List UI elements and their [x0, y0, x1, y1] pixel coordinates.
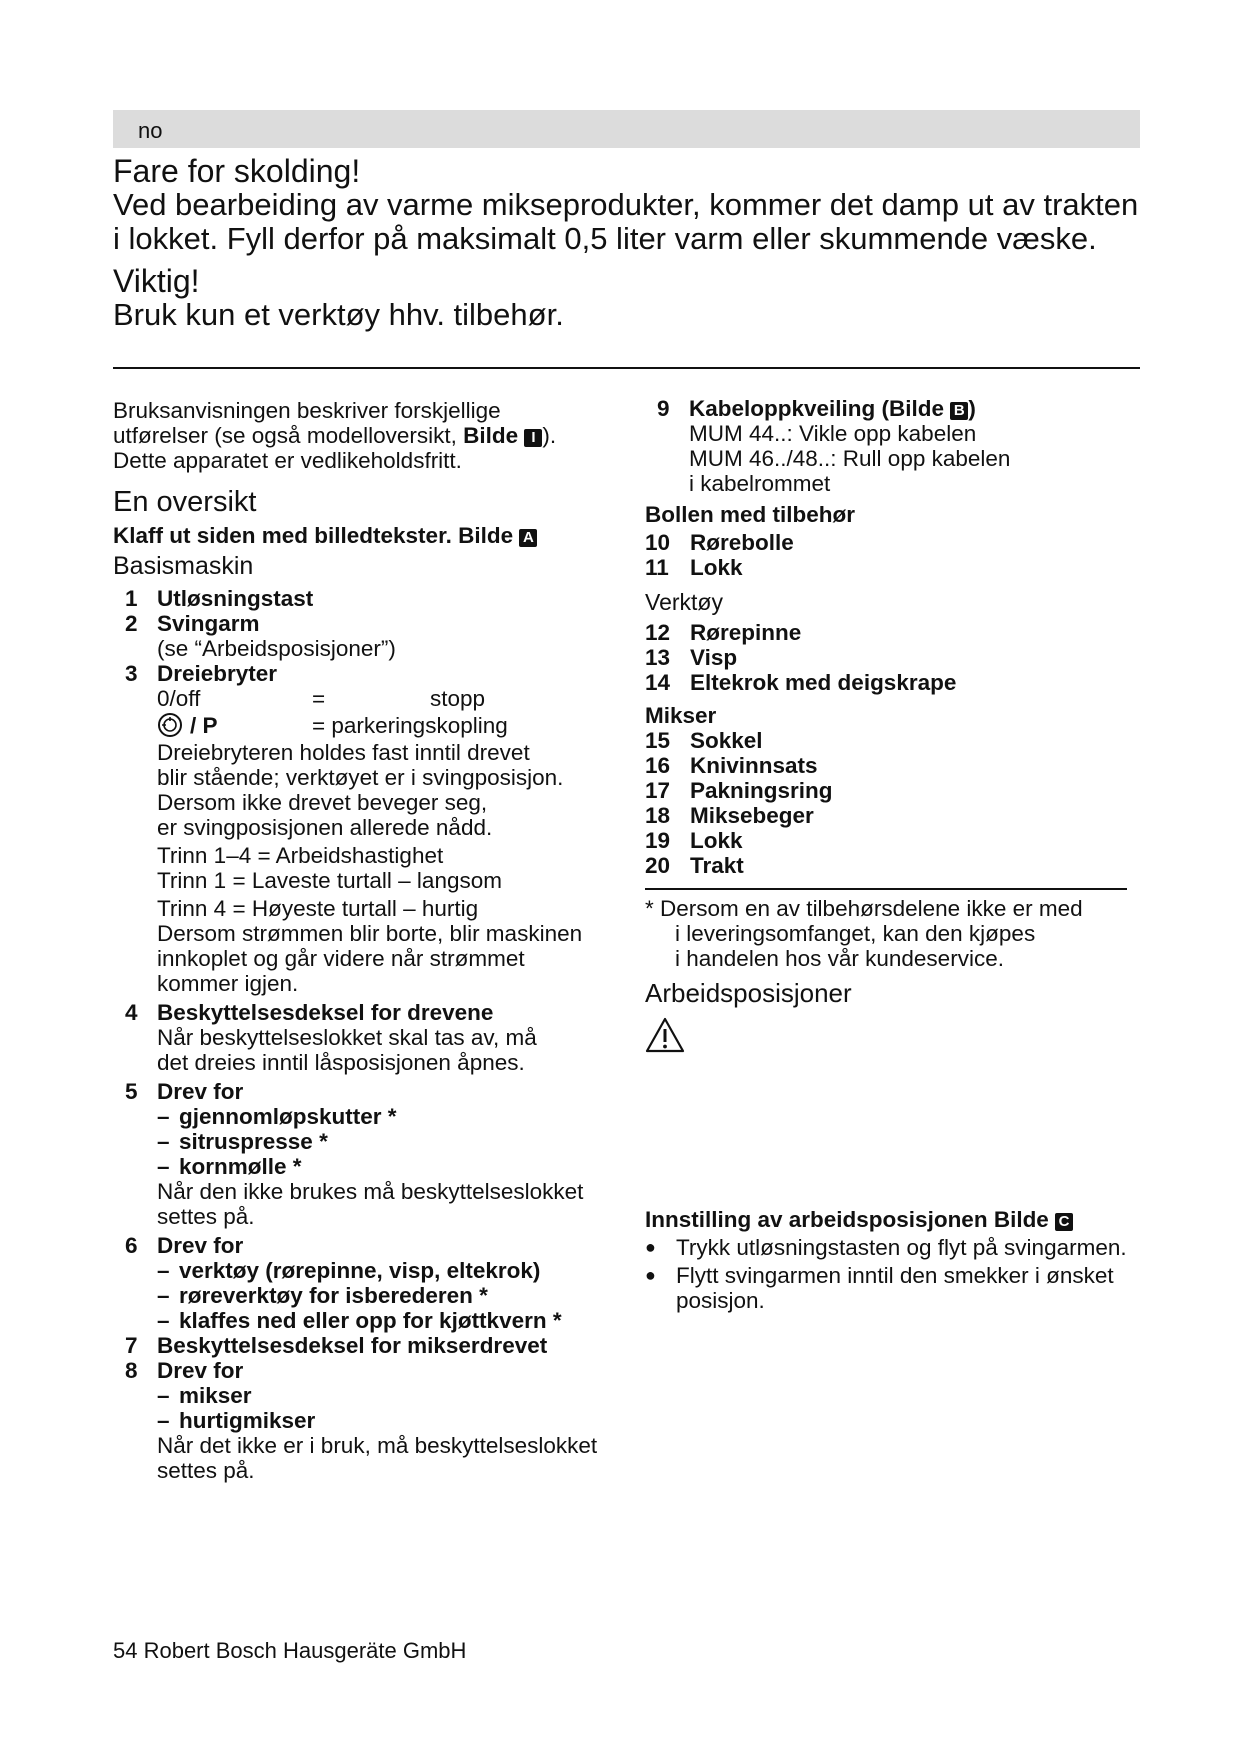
tools-title: Verktøy: [645, 589, 723, 615]
switch-row-p: / P = parkeringskopling: [157, 713, 633, 740]
bullet-item: ● Trykk utløsningstasten og flyt på svingarmen.: [645, 1235, 1140, 1260]
intro-line: Bruksanvisningen beskriver forskjellige: [113, 398, 501, 423]
list-item: 18 Miksebeger: [645, 803, 814, 828]
list-item: 17 Pakningsring: [645, 778, 833, 803]
figure-box-a: A: [519, 529, 537, 547]
list-item: 14 Eltekrok med deigskrape: [645, 670, 957, 695]
bowl-title: Bollen med tilbehør: [645, 502, 856, 527]
figure-box-i: I: [524, 429, 542, 447]
warning-text: Ved bearbeiding av varme mikseprodukter, kommer det damp ut av trakten i lokket. Fyll derfor på maksimalt 0,5 liter varm eller skummende væske.: [113, 187, 1139, 256]
warning-title: Fare for skolding!: [113, 153, 361, 189]
language-code: no: [138, 118, 163, 143]
intro-line: utførelser (se også modelloversikt, Bilde I ).: [113, 423, 557, 448]
footnote: * Dersom en av tilbehørsdelene ikke er med i leveringsomfanget, kan den kjøpes i handelen hos vår kundeservice.: [645, 896, 1083, 971]
list-item: 20 Trakt: [645, 853, 744, 878]
switch-row-off: 0/off = stopp: [157, 686, 486, 711]
list-item: 5 Drev for – gjennomløpskutter * – sitruspresse * – kornmølle * Når den ikke brukes må beskyttelseslokket settes på.: [113, 1079, 633, 1229]
list-item: 4 Beskyttelsesdeksel for drevene Når beskyttelseslokket skal tas av, må det dreies inntil låsposisjonen åpnes.: [125, 1000, 537, 1075]
list-item: 10 Rørebolle: [645, 530, 794, 555]
list-item: 2 Svingarm (se “Arbeidsposisjoner”): [125, 611, 396, 661]
list-item: 19 Lokk: [645, 828, 743, 853]
list-item: 11 Lokk: [645, 555, 743, 580]
mixer-title: Mikser: [645, 703, 717, 728]
figure-box-b: B: [950, 402, 968, 420]
divider: [113, 367, 1140, 369]
pulse-icon: [157, 712, 183, 743]
warning-triangle-icon: [645, 1017, 1140, 1207]
language-header-band: [113, 110, 1140, 148]
list-item: 13 Visp: [645, 645, 738, 670]
bullet-item: ● Flytt svingarmen inntil den smekker i ønsket posisjon.: [645, 1263, 1140, 1313]
section-title: En oversikt: [113, 486, 257, 518]
page-footer: 54 Robert Bosch Hausgeräte GmbH: [113, 1638, 467, 1663]
list-item: 16 Knivinnsats: [645, 753, 818, 778]
list-item: 8 Drev for – mikser – hurtigmikser Når det ikke er i bruk, må beskyttelseslokket settes på.: [113, 1358, 633, 1483]
work-positions-title: Arbeidsposisjoner: [645, 978, 852, 1008]
setting-title: Innstilling av arbeidsposisjonen Bilde C: [645, 1207, 1140, 1232]
warning-block: [113, 154, 1143, 332]
list-item: 12 Rørepinne: [645, 620, 802, 645]
figure-box-c: C: [1055, 1213, 1073, 1231]
left-column: [113, 398, 633, 1483]
intro-line: Dette apparatet er vedlikeholdsfritt.: [113, 448, 462, 473]
important-title: Viktig!: [113, 263, 200, 299]
list-item: 15 Sokkel: [645, 728, 763, 753]
overview-subtitle: Klaff ut siden med billedtekster. Bilde A: [113, 523, 633, 548]
list-item: 1 Utløsningstast: [125, 586, 314, 611]
list-item: 6 Drev for – verktøy (rørepinne, visp, eltekrok) – røreverktøy for isberederen * – klaffes ned eller opp for kjøttkvern *: [113, 1233, 633, 1333]
list-item: 7 Beskyttelsesdeksel for mikserdrevet: [125, 1333, 548, 1358]
right-column: [645, 396, 1140, 1313]
list-item: 3 Dreiebryter 0/off = stopp / P = parkeringskopling Dreiebryteren holdes fast inntil drevet blir stående; verktøyet er i svingposisjon. Dersom ikke drevet beveger seg, er svingposisjonen allerede nådd. Trinn 1–4 = Arbeidshastighet Trinn 1 = Laveste turtall – langsom Trinn 4 = Høyeste turtall – hurtig Dersom strømmen blir borte, blir maskinen innkoplet og går videre når strømmet kommer igjen.: [113, 661, 633, 996]
list-item: 9 Kabeloppkveiling (Bilde B ) MUM 44..: Vikle opp kabelen MUM 46../48..: Rull opp kabelen i kabelrommet: [657, 396, 1011, 496]
footnote-divider: [645, 888, 1127, 890]
base-machine-title: Basismaskin: [113, 552, 254, 580]
important-text: Bruk kun et verktøy hhv. tilbehør.: [113, 297, 564, 332]
